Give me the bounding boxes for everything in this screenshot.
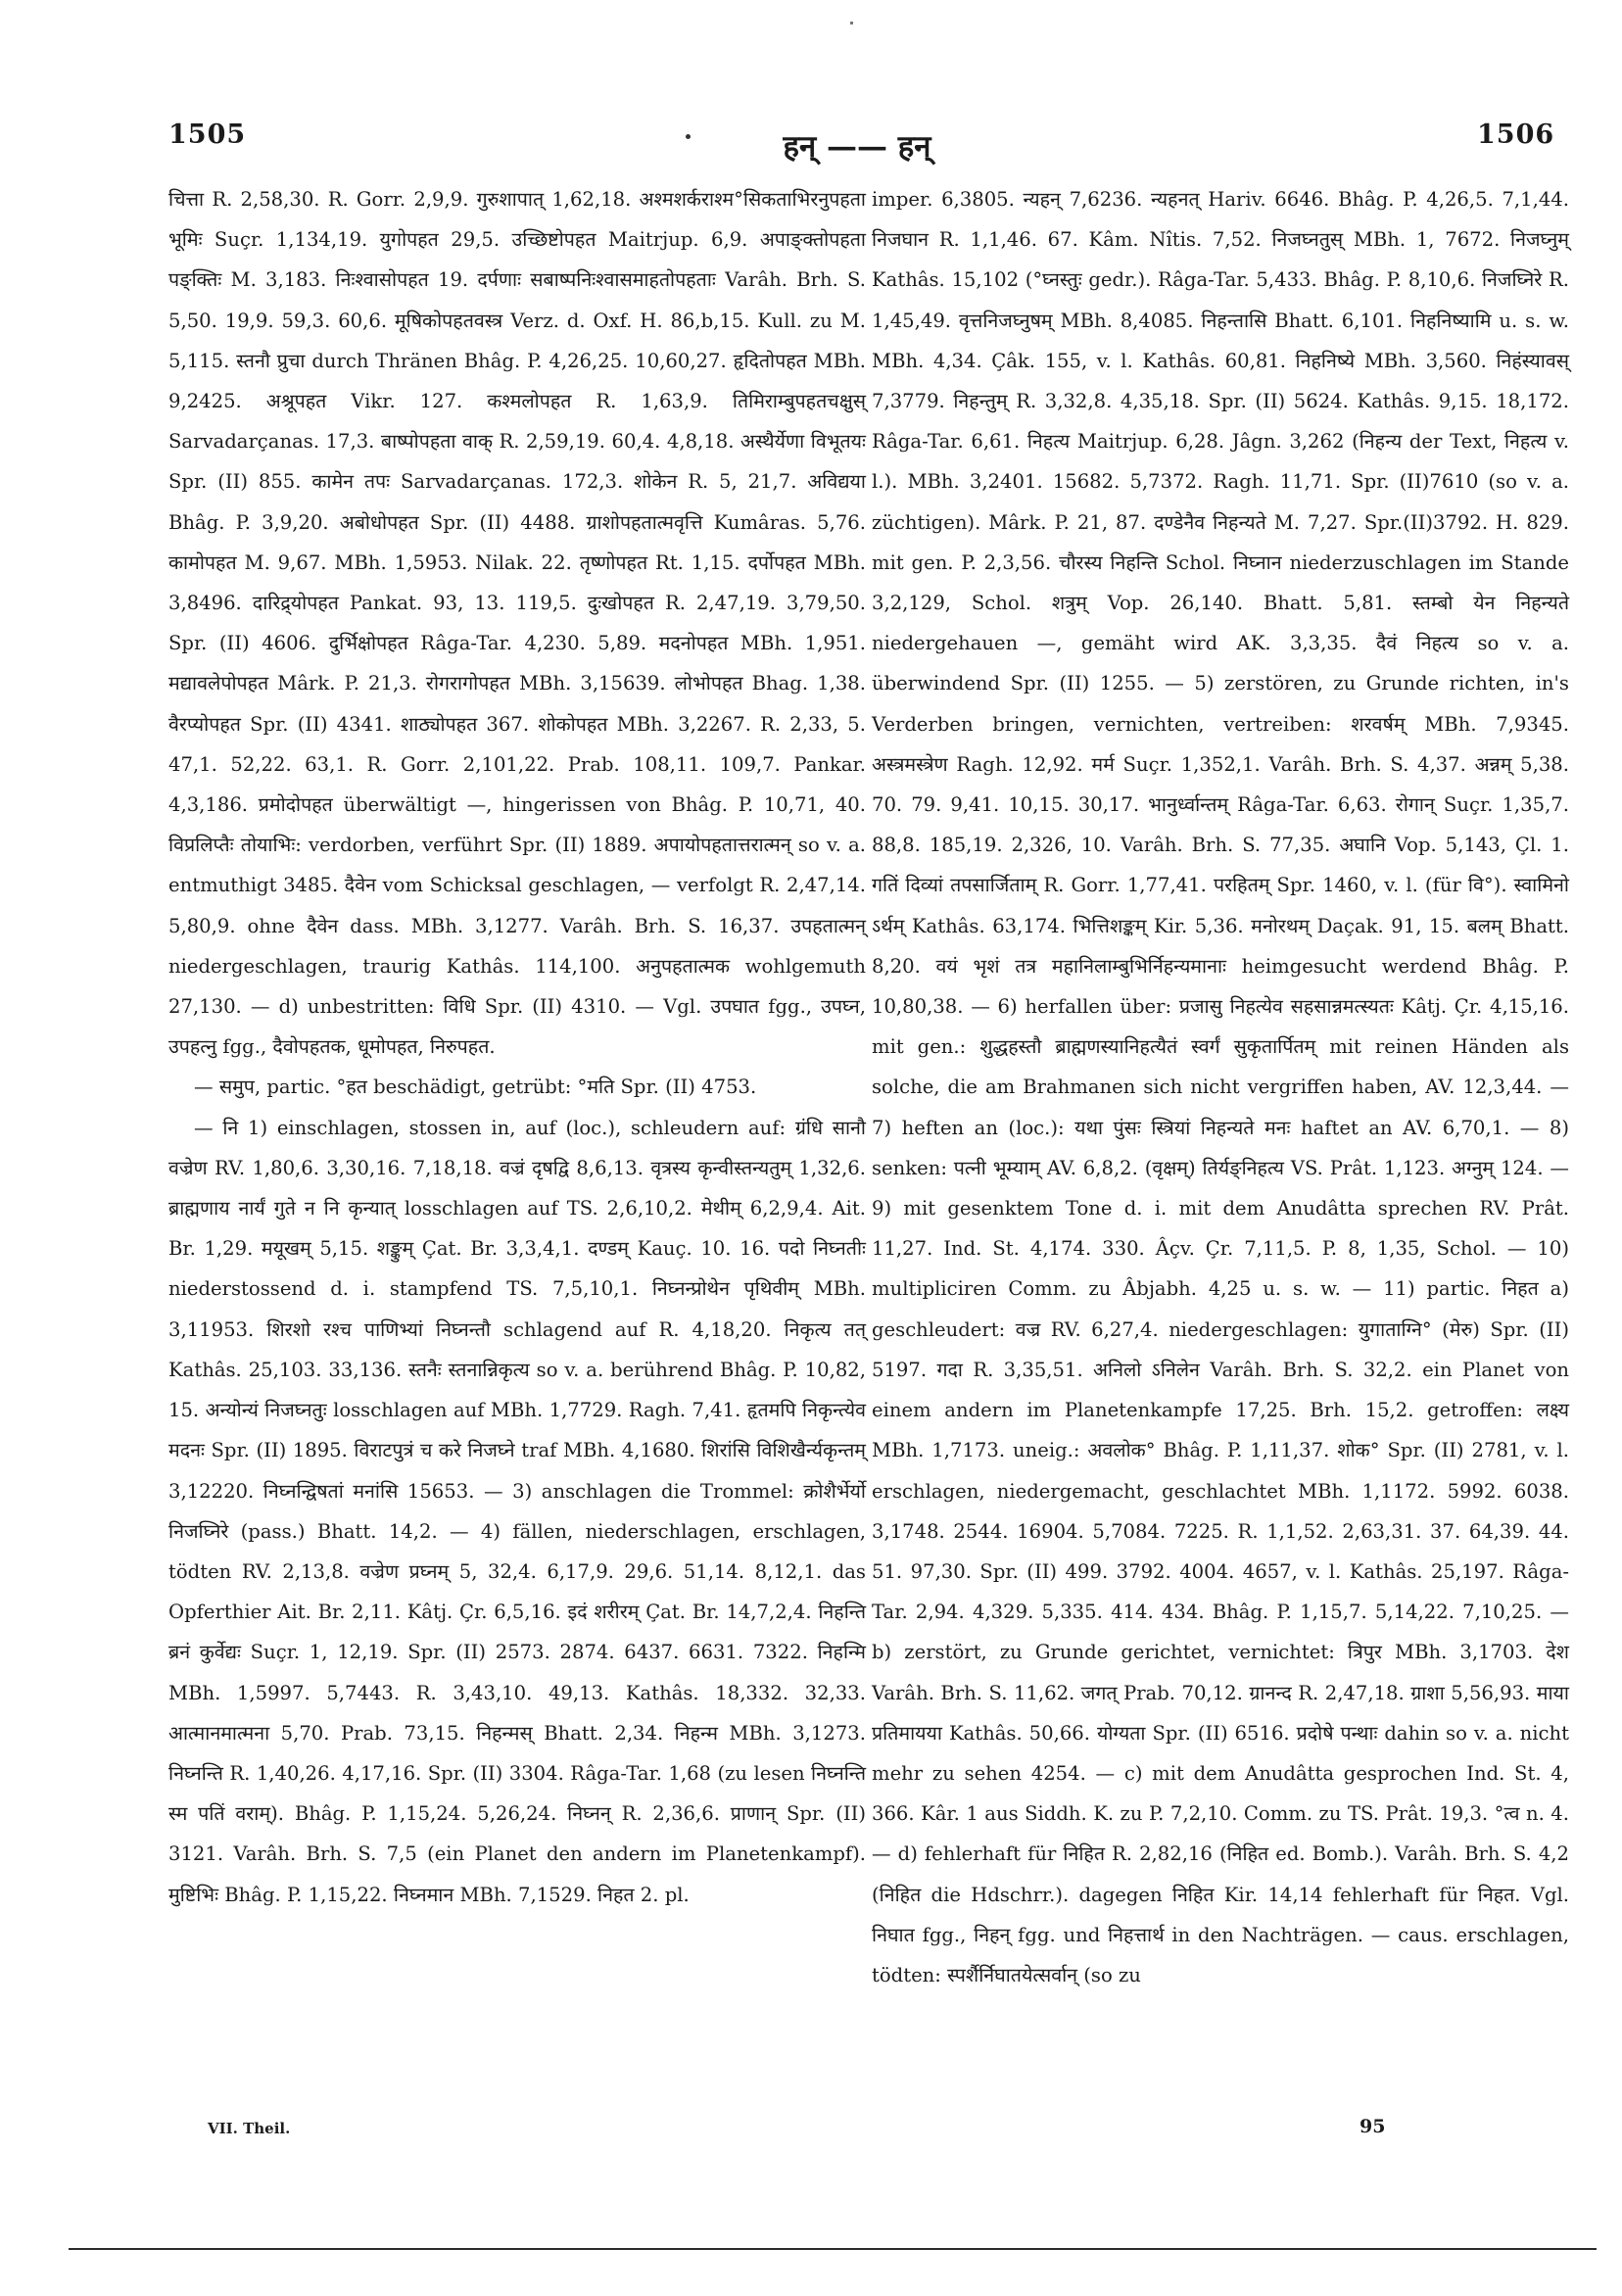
volume-note: VII. Theil. [208,2120,291,2137]
bottom-rule [69,2248,1597,2250]
right-column [872,179,1569,1995]
header-dot [686,134,691,139]
page-number-left: 1505 [168,120,247,150]
left-column [168,179,866,1915]
left-paragraph-2: — समुप, partic. °हत beschädigt, getrübt: °मति Spr. (II) 4753. [194,1076,757,1099]
signature-number: 95 [1360,2116,1386,2137]
page-number-right: 1506 [1477,120,1555,150]
left-paragraph-3: — नि 1) einschlagen, stossen in, auf (loc.), schleudern auf: ग्रंधि सानौ वज्रेण RV. 1,80,6. 3,30,16. 7,18,18. वज्रं दृषद्वि 8,6,13. वृत्रस्य कृन्वीस्तन्यतुम् 1,32,6. ब्राह्मणाय नार्यं गुते न नि कृन्यात् losschlagen auf TS. 2,6,10,2. मेथीम् 6,2,9,4. Ait. Br. 1,29. मयूखम् 5,15. शङ्कुम् Çat. Br. 3,3,4,1. दण्डम् Kauç. 10. 16. पदो निघ्नतीः niederstossend d. i. stampfend TS. 7,5,10,1. निघ्नन्प्रोथेन पृथिवीम् MBh. 3,11953. शिरशो रश्च पाणिभ्यां निघ्नन्तौ schlagend auf R. 4,18,20. निकृत्य तत् Kathâs. 25,103. 33,136. स्तनैः स्तनान्निकृत्य so v. a. berührend Bhâg. P. 10,82, 15. अन्योन्यं निजघ्नतुः losschlagen auf MBh. 1,7729. Ragh. 7,41. हृतमपि निकृन्त्येव मदनः Spr. (II) 1895. विराटपुत्रं च करे निजघ्ने traf MBh. 4,1680. शिरांसि विशिखैर्न्यकृन्तम् 3,12220. निघ्नन्द्विषतां मनांसि 15653. — 3) anschlagen die Trommel: क्रोशैर्भेर्यो निजघ्निरे (pass.) Bhatt. 14,2. — 4) fällen, niederschlagen, erschlagen, tödten RV. 2,13,8. वज्रेण प्रघ्नम् 5, 32,4. 6,17,9. 29,6. 51,14. 8,12,1. das Opferthier Ait. Br. 2,11. Kâtj. Çr. 6,5,16. इदं शरीरम् Çat. Br. 14,7,2,4. निहन्ति ब्रनं कुर्वेद्यः Suçr. 1, 12,19. Spr. (II) 2573. 2874. 6437. 6631. 7322. निहन्मि MBh. 1,5997. 5,7443. R. 3,43,10. 49,13. Kathâs. 18,332. 32,33. आत्मानमात्मना 5,70. Prab. 73,15. निहन्मस् Bhatt. 2,34. निहन्म MBh. 3,1273. निघ्नन्ति R. 1,40,26. 4,17,16. Spr. (II) 3304. Râga-Tar. 1,68 (zu lesen निघ्नन्ति स्म पतिं वराम्). Bhâg. P. 1,15,24. 5,26,24. निघ्नन् R. 2,36,6. प्राणान् Spr. (II) 3121. Varâh. Brh. S. 7,5 (ein Planet den andern im Planetenkampf). मुष्टिभिः Bhâg. P. 1,15,22. निघ्नमान MBh. 7,1529. निहत 2. pl. [168,1116,866,1906]
scan-speck [850,22,853,24]
left-paragraph-1: चित्ता R. 2,58,30. R. Gorr. 2,9,9. गुरुशापात् 1,62,18. अश्मशर्कराश्म°सिकताभिरनुपहता भूमिः Suçr. 1,134,19. युगोपहत 29,5. उच्छिष्टोपहत Maitrjup. 6,9. अपाङ्क्तोपहता पङ्क्तिः M. 3,183. निःश्वासोपहत 19. दर्पणाः सबाष्पनिःश्वासमाहतोपहताः Varâh. Brh. S. 5,50. 19,9. 59,3. 60,6. मूषिकोपहतवस्त्र Verz. d. Oxf. H. 86,b,15. Kull. zu M. 5,115. स्तनौ प्रुचा durch Thränen Bhâg. P. 4,26,25. 10,60,27. हृदितोपहत MBh. 9,2425. अश्रूपहत Vikr. 127. कश्मलोपहत R. 1,63,9. तिमिराम्बुपहतचक्षुस् Sarvadarçanas. 17,3. बाष्पोपहता वाक् R. 2,59,19. 60,4. 4,8,18. अस्थैर्येणा विभूतयः Spr. (II) 855. कामेन तपः Sarvadarçanas. 172,3. शोकेन R. 5, 21,7. अविद्यया Bhâg. P. 3,9,20. अबोधोपहत Spr. (II) 4488. ग्राशोपहतात्मवृत्ति Kumâras. 5,76. कामोपहत M. 9,67. MBh. 1,5953. Nilak. 22. तृष्णोपहत Rt. 1,15. दर्पोपहत MBh. 3,8496. दारिद्र्योपहत Pankat. 93, 13. 119,5. दुःखोपहत R. 2,47,19. 3,79,50. Spr. (II) 4606. दुर्भिक्षोपहत Râga-Tar. 4,230. 5,89. मदनोपहत MBh. 1,951. मद्यावलेपोपहत Mârk. P. 21,3. रोगरागोपहत MBh. 3,15639. लोभोपहत Bhag. 1,38. वैरप्योपहत Spr. (II) 4341. शाठ्योपहत 367. शोकोपहत MBh. 3,2267. R. 2,33, 5. 47,1. 52,22. 63,1. R. Gorr. 2,101,22. Prab. 108,11. 109,7. Pankar. 4,3,186. प्रमोदोपहत überwältigt —, hingerissen von Bhâg. P. 10,71, 40. विप्रलिप्तैः तोयाभिः: verdorben, verführt Spr. (II) 1889. अपायोपहतात्तरात्मन् so v. a. entmuthigt 3485. दैवेन vom Schicksal geschlagen, — verfolgt R. 2,47,14. 5,80,9. ohne दैवेन dass. MBh. 3,1277. Varâh. Brh. S. 16,37. उपहतात्मन् niedergeschlagen, traurig Kathâs. 114,100. अनुपहतात्मक wohlgemuth 27,130. — d) unbestritten: विधि Spr. (II) 4310. — Vgl. उपघात fgg., उपघ्न, उपहत्नु fgg., दैवोपहतक, धूमोपहत, निरुपहत. [168,188,866,1059]
running-head: हन् —— हन् [783,129,931,165]
right-paragraph-1: imper. 6,3805. न्यहन् 7,6236. न्यहनत् Hariv. 6646. Bhâg. P. 4,26,5. 7,1,44. निजघान R. 1,1,46. 67. Kâm. Nîtis. 7,52. निजघ्नतुस् MBh. 1, 7672. निजघ्नुम् Kathâs. 15,102 (°घ्नस्तुः gedr.). Râga-Tar. 5,433. Bhâg. P. 8,10,6. निजघ्निरे R. 1,45,49. वृत्तनिजघ्नुषम् MBh. 8,4085. निहन्तासि Bhatt. 6,101. निहनिष्यामि u. s. w. MBh. 4,34. Çâk. 155, v. l. Kathâs. 60,81. निहनिष्ये MBh. 3,560. निहंस्यावस् 7,3779. निहन्तुम् R. 3,32,8. 4,35,18. Spr. (II) 5624. Kathâs. 9,15. 18,172. Râga-Tar. 6,61. निहत्य Maitrjup. 6,28. Jâgn. 3,262 (निहन्य der Text, निहत्य v. l.). MBh. 3,2401. 15682. 5,7372. Ragh. 11,71. Spr. (II)7610 (so v. a. züchtigen). Mârk. P. 21, 87. दण्डेनैव निहन्यते M. 7,27. Spr.(II)3792. H. 829. mit gen. P. 2,3,56. चौरस्य निहन्ति Schol. निघ्नान niederzuschlagen im Stande 3,2,129, Schol. शत्रुम् Vop. 26,140. Bhatt. 5,81. स्तम्बो येन निहन्यते niedergehauen —, gemäht wird AK. 3,3,35. दैवं निहत्य so v. a. überwindend Spr. (II) 1255. — 5) zerstören, zu Grunde richten, in's Verderben bringen, vernichten, vertreiben: शरवर्षम् MBh. 7,9345. अस्त्रमस्त्रेण Ragh. 12,92. मर्म Suçr. 1,352,1. Varâh. Brh. S. 4,37. अन्नम् 5,38. 70. 79. 9,41. 10,15. 30,17. भानुर्ध्वान्तम् Râga-Tar. 6,63. रोगान् Suçr. 1,35,7. 88,8. 185,19. 2,326, 10. Varâh. Brh. S. 77,35. अघानि Vop. 5,143, Çl. 1. गतिं दिव्यां तपसार्जिताम् R. Gorr. 1,77,41. परहितम् Spr. 1460, v. l. (für वि°). स्वामिनो ऽर्थम् Kathâs. 63,174. भित्तिशङ्कम् Kir. 5,36. मनोरथम् Daçak. 91, 15. बलम् Bhatt. 8,20. वयं भृशं तत्र महानिलाम्बुभिर्निहन्यमानाः heimgesucht werdend Bhâg. P. 10,80,38. — 6) herfallen über: प्रजासु निहत्येव सहसान्नमत्स्यतः Kâtj. Çr. 4,15,16. mit gen.: शुद्धहस्तौ ब्राह्मणस्यानिहत्यैतं स्वर्गं सुकृतार्पितम् mit reinen Händen als solche, die am Brahmanen sich nicht vergriffen haben, AV. 12,3,44. — 7) heften an (loc.): यथा पुंसः स्त्रियां निहन्यते मनः haftet an AV. 6,70,1. — 8) senken: पत्नी भूम्याम् AV. 6,8,2. (वृक्षम्) तिर्यङ्निहत्य VS. Prât. 1,123. अग्नुम् 124. — 9) mit gesenktem Tone d. i. mit dem Anudâtta sprechen RV. Prât. 11,27. Ind. St. 4,174. 330. Âçv. Çr. 7,11,5. P. 8, 1,35, Schol. — 10) multipliciren Comm. zu Âbjabh. 4,25 u. s. w. — 11) partic. निहत a) geschleudert: वज्र RV. 6,27,4. niedergeschlagen: युगाताग्नि° (मेरु) Spr. (II) 5197. गदा R. 3,35,51. अनिलो ऽनिलेन Varâh. Brh. S. 32,2. ein Planet von einem andern im Planetenkampfe 17,25. Brh. 15,2. getroffen: लक्ष्य MBh. 1,7173. uneig.: अवलोक° Bhâg. P. 1,11,37. शोक° Spr. (II) 2781, v. l. erschlagen, niedergemacht, geschlachtet MBh. 1,1172. 5992. 6038. 3,1748. 2544. 16904. 5,7084. 7225. R. 1,1,52. 2,63,31. 37. 64,39. 44. 51. 97,30. Spr. (II) 499. 3792. 4004. 4657, v. l. Kathâs. 25,197. Râga-Tar. 2,94. 4,329. 5,335. 414. 434. Bhâg. P. 1,15,7. 5,14,22. 7,10,25. — b) zerstört, zu Grunde gerichtet, vernichtet: त्रिपुर MBh. 3,1703. देश Varâh. Brh. S. 11,62. जगत् Prab. 70,12. ग्रानन्द R. 2,47,18. ग्राशा 5,56,93. माया प्रतिमायया Kathâs. 50,66. योग्यता Spr. (II) 6516. प्रदोषे पन्थाः dahin so v. a. nicht mehr zu sehen 4254. — c) mit dem Anudâtta gesprochen Ind. St. 4, 366. Kâr. 1 aus Siddh. K. zu P. 7,2,10. Comm. zu TS. Prât. 19,3. °त्व n. 4. — d) fehlerhaft für निहित R. 2,82,16 (निहित ed. Bomb.). Varâh. Brh. S. 4,2 (निहित die Hdschrr.). dagegen निहित Kir. 14,14 fehlerhaft für निहत. Vgl. निघात fgg., निहन् fgg. und निहत्तार्थ in den Nachträgen. — caus. erschlagen, tödten: स्पर्शैर्निघातयेत्सर्वान् (so zu [872,188,1569,1986]
